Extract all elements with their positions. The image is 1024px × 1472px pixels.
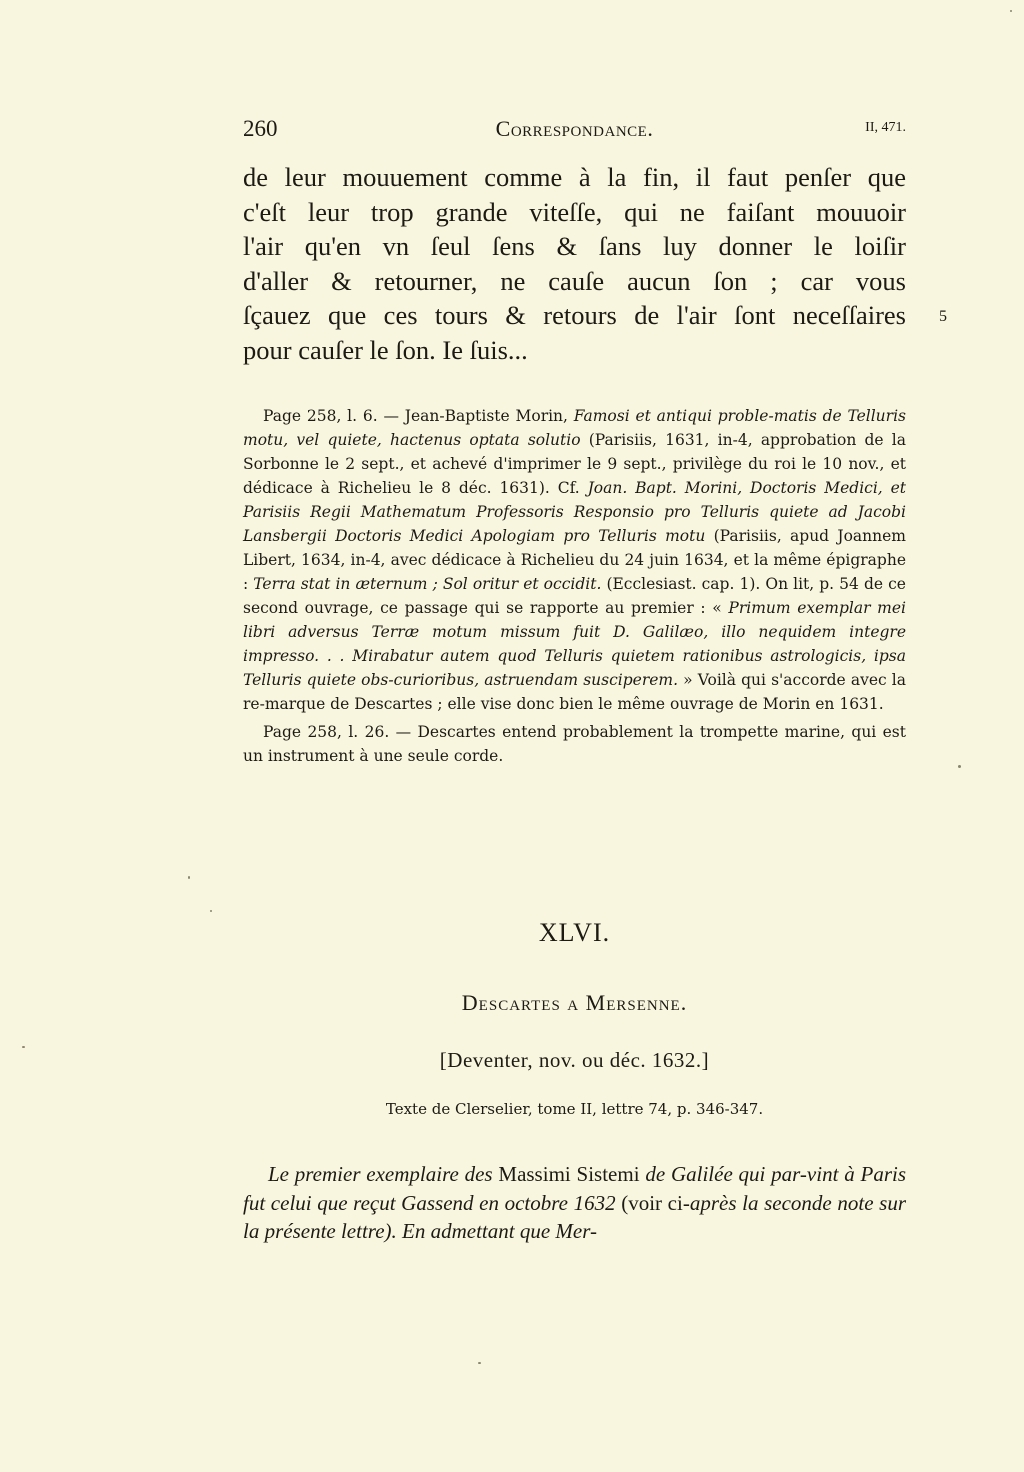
intro-text: après la seconde note sur la présente lettre). En admettant que Mer-: [243, 1190, 906, 1243]
letter-number: XLVI.: [538, 918, 611, 947]
paper-speck: [958, 765, 961, 768]
paper-speck: [478, 1362, 481, 1364]
margin-line-number: 5: [939, 308, 947, 325]
note-italic-title: Famosi et antiqui proble-matis de Telluris motu, vel quiete, hactenus optata solutio: [243, 407, 906, 449]
paper-speck: [22, 1046, 25, 1048]
note-text: Page 258, l. 6. — Jean-Baptiste Morin,: [263, 407, 574, 425]
body-line: l'air qu'en vn ſeul ſens & ſans luy donner le loiſir: [243, 231, 906, 262]
body-line: de leur mouuement comme à la fin, il faut penſer que: [243, 162, 906, 192]
body-line: d'aller & retourner, ne cauſe aucun ſon ; car vous: [243, 265, 906, 296]
body-line: pour cauſer le ſon. Ie ſuis...: [243, 334, 528, 365]
letter-title: Descartes a Mersenne.: [461, 990, 688, 1015]
note-italic-title: Joan. Bapt. Morini, Doctoris Medici, et Parisiis Regii Mathematum Professoris Responsio pro Telluris quiete ad Jacobi Lansbergii Doctoris Medici Apologiam pro Telluris motu: [243, 479, 906, 545]
letter-date: [Deventer, nov. ou déc. 1632.]: [439, 1048, 710, 1072]
note-text: (Ecclesiast. cap. 1). On lit, p. 54 de ce second ouvrage, ce passage qui se rapporte au premier : «: [243, 575, 906, 617]
note-text: » Voilà qui s'accorde avec la re-marque de Descartes ; elle vise donc bien le même ouvrage de Morin en 1631.: [243, 671, 906, 713]
intro-text-upright: (voir ci-: [621, 1190, 690, 1215]
running-title: Correspondance.: [495, 116, 654, 141]
note-text: (Parisiis, apud Joannem Libert, 1634, in-4, avec dédicace à Richelieu du 24 juin 1634, et la même épigraphe :: [243, 527, 906, 593]
intro-book-title: Massimi Sistemi: [498, 1162, 640, 1186]
note-text: (Parisiis, 1631, in-4, approbation de la Sorbonne le 2 sept., et achevé d'imprimer le 9 sept., privilège du roi le 10 nov., et dédicace à Richelieu le 8 déc. 1631). Cf.: [243, 431, 906, 497]
letter-source: Texte de Clerselier, tome II, lettre 74, p. 346-347.: [385, 1100, 764, 1118]
note-italic-epigraph: Terra stat in æternum ; Sol oritur et occidit.: [253, 575, 602, 593]
letter-body-text: [243, 160, 906, 368]
note-page-258-line-6: [243, 404, 906, 716]
paper-speck: [210, 910, 212, 912]
page-number: 260: [243, 116, 278, 141]
intro-text: de Galilée qui par-vint à Paris fut celui que reçut Gassend en octobre 1632: [243, 1162, 907, 1215]
note-page-258-line-26: Page 258, l. 26. — Descartes entend probablement la trompette marine, qui est un instrument à une seule corde.: [243, 723, 906, 765]
running-head: [243, 116, 906, 148]
intro-text: Le premier exemplaire des: [268, 1162, 499, 1186]
note-italic-quote: Primum exemplar mei libri adversus Terræ motum missum fuit D. Galilæo, illo nequidem integre impresso. . . Mirabatur autem quod Telluris quietem rationibus astrologicis, ipsa Telluris quiete obs-curioribus, astruendam susciperem.: [243, 599, 907, 689]
editorial-introduction: [243, 1160, 906, 1246]
paper-speck: [1010, 10, 1012, 12]
volume-reference: II, 471.: [865, 120, 906, 135]
paper-speck: [188, 876, 190, 879]
editorial-notes: [243, 404, 906, 772]
body-line: ſçauez que ces tours & retours de l'air ſont neceſſaires: [243, 300, 906, 331]
body-line: c'eſt leur trop grande viteſſe, qui ne faiſant mouuoir: [243, 196, 906, 227]
